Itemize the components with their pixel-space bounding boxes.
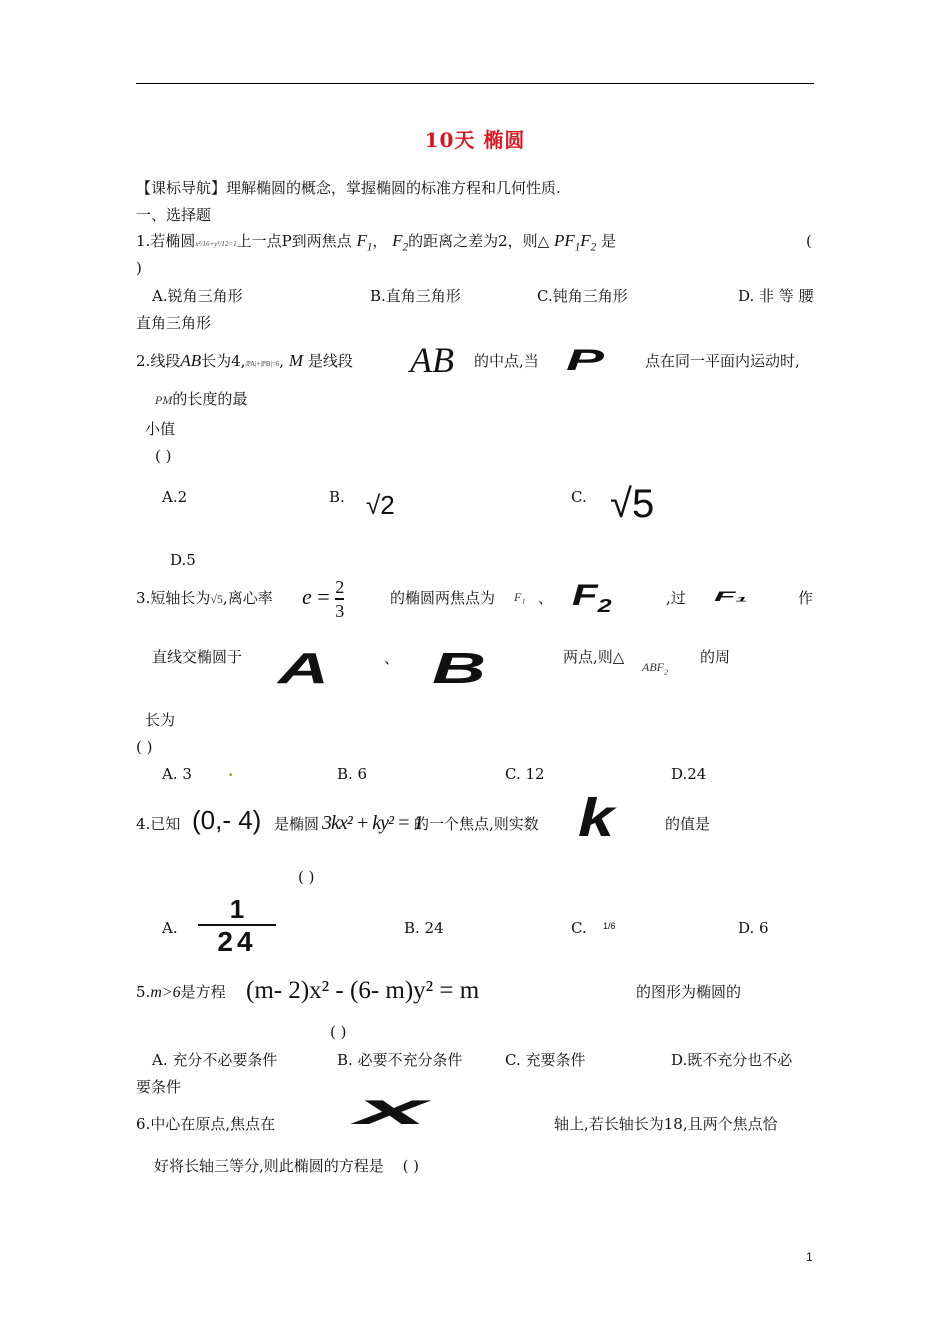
q3-line1-left: [136, 588, 273, 609]
q4-option-c[interactable]: C.: [571, 919, 587, 937]
q2-line3: 小值: [145, 420, 176, 438]
q3-mid3: ,过: [666, 589, 686, 607]
q3-line2: 直线交椭圆于: [152, 648, 243, 666]
q3-option-d[interactable]: D.24: [671, 765, 707, 783]
q3-paren: ( ): [136, 738, 153, 756]
q1-pre: 若椭圆: [150, 232, 196, 250]
q6-prefix: [136, 1114, 275, 1134]
q2-mid2: 是线段: [307, 352, 353, 370]
q1-option-b[interactable]: B.直角三角形: [370, 287, 461, 305]
q2-option-d[interactable]: D.5: [170, 551, 196, 569]
q1-option-c[interactable]: C.钝角三角形: [537, 287, 628, 305]
q3-equals: =: [317, 584, 330, 609]
q3-option-b[interactable]: B. 6: [337, 765, 368, 783]
q2-ab-large: AB: [410, 340, 454, 380]
q4-ellipse-equation: 3kx² + ky² = 1: [322, 812, 423, 834]
intro-line: [136, 178, 561, 198]
q1-paren-close: ): [136, 259, 142, 277]
q2-comma: ,: [279, 352, 285, 370]
q3-dun2: 、: [384, 649, 400, 667]
q2-option-a[interactable]: A.2: [162, 488, 188, 506]
header-rule: [136, 83, 814, 84]
q3-triangle-abf: $ABF_2$: [642, 660, 668, 677]
q5-option-d-continued: 要条件: [136, 1078, 182, 1096]
q4-focus-point: (0,- 4): [192, 805, 262, 835]
q5-option-d[interactable]: D.既不充分也不必: [671, 1051, 793, 1069]
q4-option-a-fraction: $\frac{1}{24}$: [198, 896, 276, 956]
intro-label: 【课标导航】: [136, 179, 227, 197]
q1-paren-open: (: [806, 232, 812, 250]
section-heading: 一、选择题: [136, 206, 212, 224]
question-1: [136, 231, 616, 257]
q2-mid3: 的中点,当: [474, 352, 539, 370]
q3-f1: F₁: [514, 590, 526, 604]
q3-sqrt5: √5: [210, 592, 223, 606]
q2-line2-text: 的长度的最: [172, 390, 248, 408]
q3-mid2: 的椭圆两焦点为: [390, 589, 496, 607]
q3-post: 作: [798, 589, 814, 607]
q5-option-b[interactable]: B. 必要不充分条件: [337, 1051, 463, 1069]
q1-option-d-continued: 直角三角形: [136, 314, 212, 332]
q1-mid2: 的距离之差为2，则△: [408, 232, 550, 250]
q4-mid: 是椭圆: [274, 815, 320, 833]
q4-post: 的值是: [665, 815, 711, 833]
q1-option-a[interactable]: A.锐角三角形: [152, 287, 243, 305]
q1-focus-f2: $F_2$: [392, 231, 409, 254]
q1-ellipse-equation: x²/16+y²/12=1: [195, 240, 237, 248]
q3-point-a: A: [278, 644, 329, 693]
intro-text: 理解椭圆的概念，掌握椭圆的标准方程和几何性质.: [226, 179, 561, 197]
q6-number: 6.: [136, 1115, 151, 1133]
q5-post: 的图形为椭圆的: [636, 983, 742, 1001]
q3-f1-stretched: F₁: [714, 588, 748, 604]
q3-pre: 短轴长为: [150, 589, 211, 607]
q3-dun: 、: [538, 589, 554, 607]
q3-post2: 的周: [700, 648, 731, 666]
q1-triangle: $PF_1F_2$: [553, 231, 597, 254]
q6-line2-text: 好将长轴三等分,则此椭圆的方程是: [154, 1157, 384, 1175]
q3-point-b: B: [432, 644, 487, 693]
q4-mid2: 的一个焦点,则实数: [414, 815, 539, 833]
q3-eccentricity: [302, 575, 344, 620]
q4-option-b[interactable]: B. 24: [404, 919, 444, 937]
q2-post: 点在同一平面内运动时,: [645, 352, 800, 370]
q2-point-m: M: [288, 351, 304, 370]
q2-line2: [155, 389, 247, 410]
q6-line2: [154, 1156, 419, 1176]
q4-paren: ( ): [298, 868, 315, 886]
q2-number: 2.: [136, 352, 151, 370]
q4-option-d[interactable]: D. 6: [738, 919, 769, 937]
page-title: 10天 椭圆: [424, 128, 526, 152]
q5-equation: (m- 2)x² - (6- m)y² = m: [246, 977, 480, 1004]
q1-comma: ，: [372, 232, 388, 250]
q3-line3: 长为: [145, 711, 176, 729]
q5-option-c[interactable]: C. 充要条件: [505, 1051, 586, 1069]
q3-option-a[interactable]: A. 3: [162, 765, 192, 783]
q2-pm: PM: [155, 393, 173, 407]
q1-option-d[interactable]: D. 非 等 腰: [738, 287, 814, 305]
q5-mid: 是方程: [180, 983, 226, 1001]
q5-number: 5.: [136, 983, 151, 1001]
q4-number: 4.: [136, 815, 151, 833]
q5-prefix: [136, 982, 226, 1003]
q5-option-a[interactable]: A. 充分不必要条件: [152, 1051, 278, 1069]
q6-post: 轴上,若长轴长为18,且两个焦点恰: [554, 1115, 778, 1133]
q5-condition: m>6: [150, 984, 181, 1001]
q2-option-c[interactable]: C.: [571, 488, 587, 506]
q3-number: 3.: [136, 589, 151, 607]
q2-option-b-value: √2: [366, 490, 395, 520]
q2-pre: 线段: [150, 352, 181, 370]
q3-mid4: 两点,则△: [563, 648, 625, 666]
q2-line1-left: [136, 351, 353, 374]
q3-e: e: [302, 584, 312, 609]
q2-option-b[interactable]: B.: [329, 488, 345, 506]
q2-mid: 长为4,: [201, 352, 246, 370]
q4-pre: 已知: [150, 815, 181, 833]
q1-post: 是: [600, 232, 616, 250]
q3-option-c[interactable]: C. 12: [505, 765, 545, 783]
q2-ab-small: AB: [180, 351, 202, 370]
q3-mid: ,离心率: [222, 589, 273, 607]
q2-point-p: P: [566, 344, 605, 377]
q1-number: 1.: [136, 232, 151, 250]
q4-k: k: [578, 788, 615, 848]
q5-paren: ( ): [330, 1023, 347, 1041]
q2-option-c-value: √5: [610, 482, 655, 526]
q1-mid: 上一点P到两焦点: [236, 232, 352, 250]
q6-x: x: [356, 1083, 428, 1134]
q2-paren: ( ): [155, 447, 172, 465]
q3-fraction: $\frac{2}{3}$: [335, 576, 345, 621]
q6-paren: ( ): [402, 1157, 420, 1175]
q3-dot-mark: .: [228, 762, 234, 780]
q3-f2-large: $F_2$: [572, 579, 612, 616]
q1-focus-f1: $F_1$: [356, 231, 373, 254]
q4-option-c-value: 1/6: [603, 921, 616, 931]
page-number: 1: [806, 1250, 813, 1264]
q4-prefix: [136, 814, 180, 834]
q6-pre: 中心在原点,焦点在: [150, 1115, 276, 1133]
q4-option-a[interactable]: A.: [162, 919, 178, 937]
q2-condition: |PA|+|PB|=6: [245, 360, 280, 368]
